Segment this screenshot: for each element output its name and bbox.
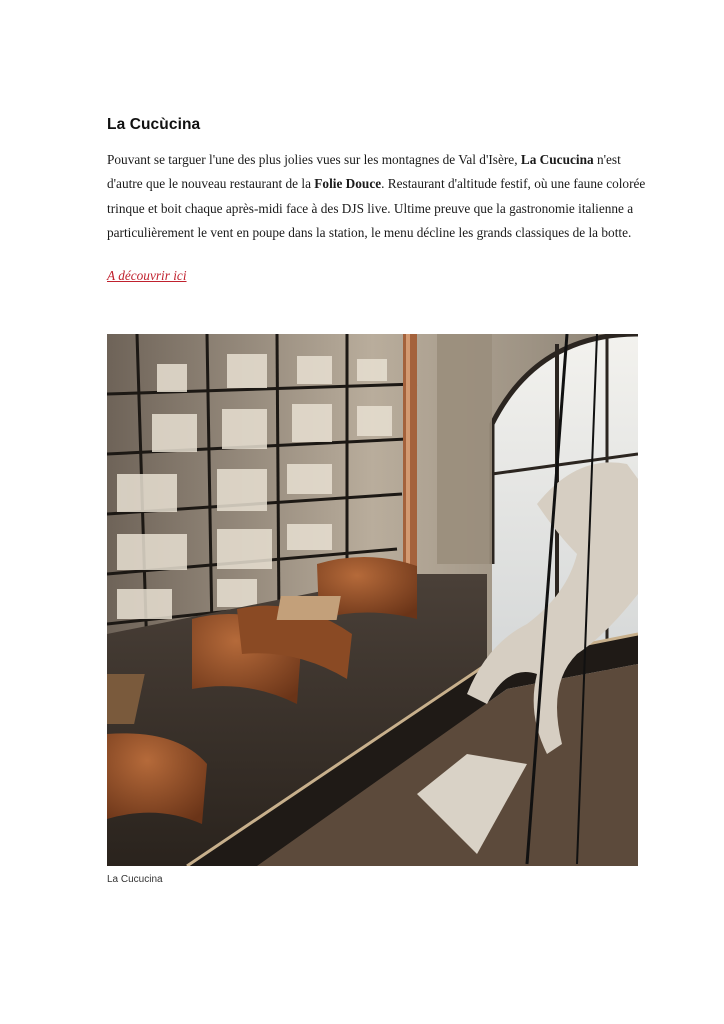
paragraph-text-1: Pouvant se targuer l'une des plus jolies vues sur les montagnes de Val d'Isère, [107,152,521,167]
paragraph-text-2: n'est d'autre que le nouveau restaurant de la [107,152,621,192]
paragraph-text-3: . Restaurant d'altitude festif, où une faune colorée trinque et boit chaque après-midi face à des DJS live. Ultime preuve que la gastronomie italienne a particulièrement le vent en poupe dans la station, le menu décline les grands classiques de la botte. [107,176,646,241]
paragraph-bold-restaurant-name: La Cucucina [520,152,594,167]
discover-link[interactable]: A découvrir ici [107,268,187,283]
article-paragraph [107,148,647,246]
restaurant-photo [107,334,638,866]
restaurant-interior-illustration [107,334,638,866]
image-caption: La Cucucina [107,874,163,885]
paragraph-bold-venue-name: Folie Douce [314,176,382,192]
section-title: La Cucùcina [107,116,201,133]
